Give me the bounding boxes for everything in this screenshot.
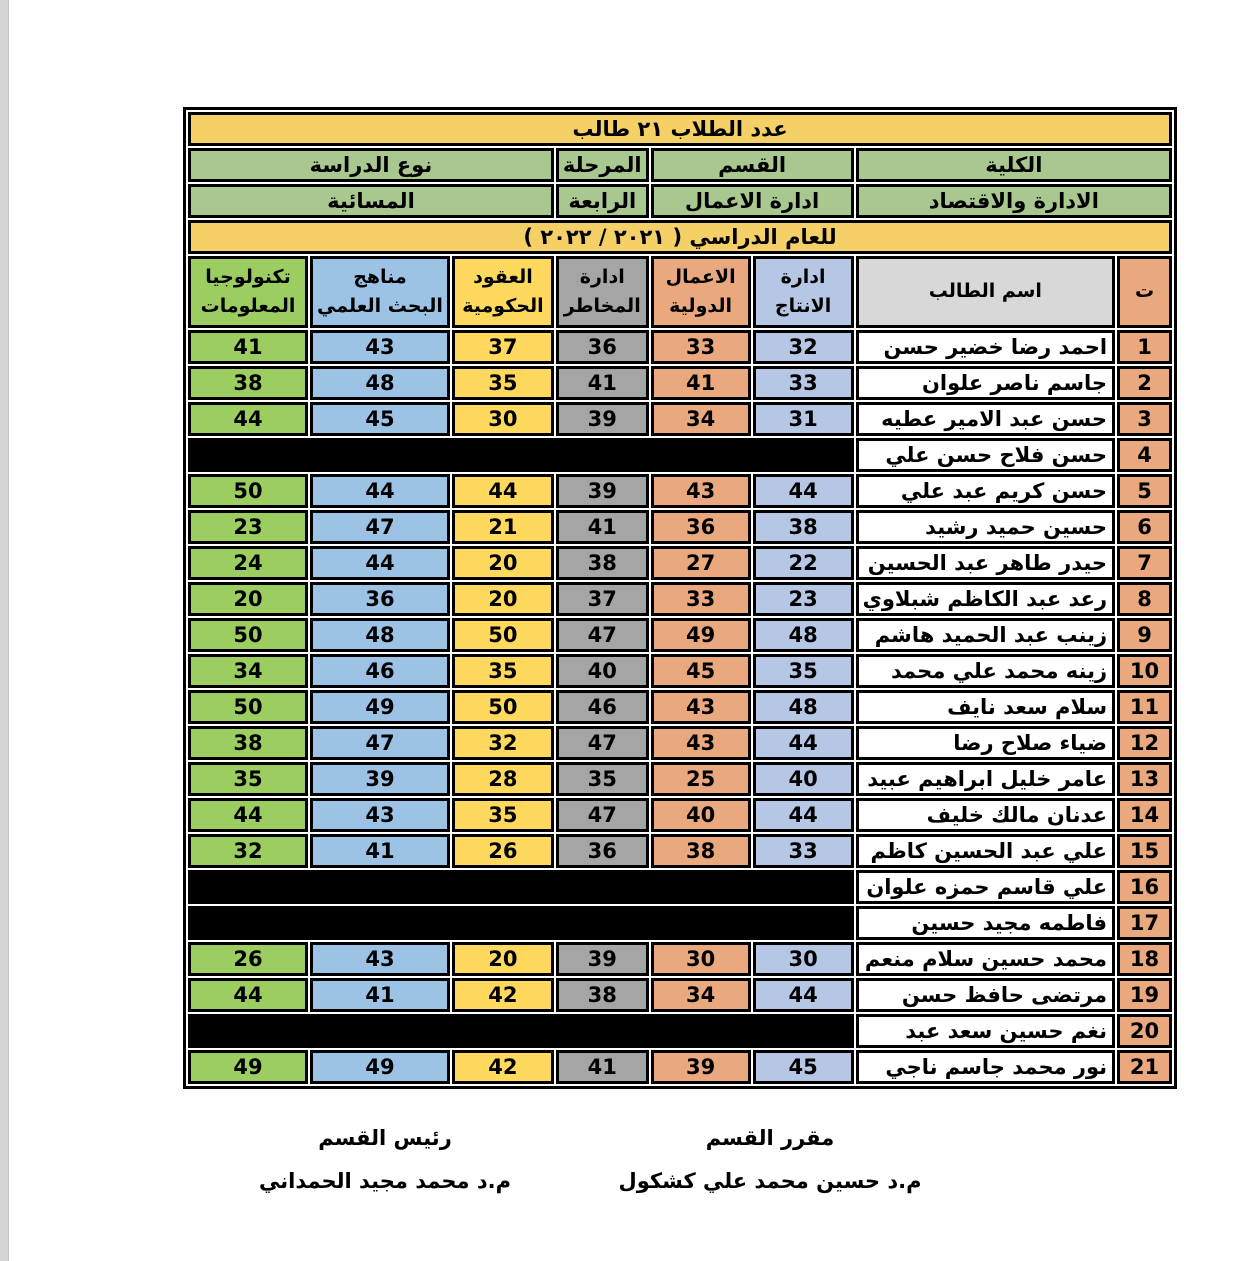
grade-cell: 47 xyxy=(556,798,649,832)
row-number-cell: 8 xyxy=(1117,582,1172,616)
grade-cell: 20 xyxy=(452,582,554,616)
grade-cell: 38 xyxy=(188,726,308,760)
grade-cell: 44 xyxy=(753,978,854,1012)
row-number-cell: 20 xyxy=(1117,1014,1172,1048)
grade-cell: 44 xyxy=(753,726,854,760)
grade-cell: 35 xyxy=(452,798,554,832)
grade-cell: 36 xyxy=(556,330,649,364)
grade-cell: 41 xyxy=(310,978,450,1012)
grade-cell: 33 xyxy=(753,366,854,400)
rapporteur-title: مقرر القسم xyxy=(705,1126,835,1150)
grade-cell: 38 xyxy=(556,978,649,1012)
student-name-cell: زينب عبد الحميد هاشم xyxy=(856,618,1115,652)
grade-cell: 35 xyxy=(452,366,554,400)
student-name-cell: فاطمه مجيد حسين xyxy=(856,906,1115,940)
table-row xyxy=(188,510,1172,544)
student-name-cell: نور محمد جاسم ناجي xyxy=(856,1050,1115,1084)
table-row xyxy=(188,1050,1172,1084)
grade-cell: 22 xyxy=(753,546,854,580)
college-value: الادارة والاقتصاد xyxy=(856,184,1172,218)
grade-cell: 48 xyxy=(753,618,854,652)
grade-cell: 50 xyxy=(188,474,308,508)
department-rapporteur-signature xyxy=(600,1126,940,1193)
grade-cell: 44 xyxy=(188,798,308,832)
students-count-title: عدد الطلاب ٢١ طالب xyxy=(188,112,1172,146)
grade-cell: 26 xyxy=(188,942,308,976)
table-row xyxy=(188,618,1172,652)
grade-cell: 33 xyxy=(651,330,751,364)
col-header-information-technology: تكنولوجيا المعلومات xyxy=(188,256,308,328)
grade-cell: 27 xyxy=(651,546,751,580)
grade-cell: 36 xyxy=(651,510,751,544)
grade-cell: 37 xyxy=(452,330,554,364)
grade-cell: 35 xyxy=(188,762,308,796)
table-row xyxy=(188,798,1172,832)
grade-cell: 34 xyxy=(651,978,751,1012)
redacted-grades-cell xyxy=(188,438,854,472)
table-row xyxy=(188,582,1172,616)
grade-cell: 50 xyxy=(188,690,308,724)
grade-cell: 36 xyxy=(556,834,649,868)
student-name-cell: علي عبد الحسين كاظم xyxy=(856,834,1115,868)
student-name-cell: جاسم ناصر علوان xyxy=(856,366,1115,400)
grade-cell: 40 xyxy=(651,798,751,832)
table-row xyxy=(188,546,1172,580)
grade-cell: 39 xyxy=(556,942,649,976)
study-type-value: المسائية xyxy=(188,184,554,218)
row-number-cell: 7 xyxy=(1117,546,1172,580)
grades-sheet xyxy=(183,107,1177,1089)
grade-cell: 39 xyxy=(651,1050,751,1084)
grade-cell: 49 xyxy=(188,1050,308,1084)
grade-cell: 43 xyxy=(651,690,751,724)
grade-cell: 47 xyxy=(556,618,649,652)
grade-cell: 32 xyxy=(753,330,854,364)
grade-cell: 20 xyxy=(452,546,554,580)
grade-cell: 38 xyxy=(651,834,751,868)
row-number-cell: 9 xyxy=(1117,618,1172,652)
grade-cell: 21 xyxy=(452,510,554,544)
student-name-cell: حسن كريم عبد علي xyxy=(856,474,1115,508)
grade-cell: 50 xyxy=(452,690,554,724)
grade-cell: 20 xyxy=(188,582,308,616)
grade-cell: 49 xyxy=(651,618,751,652)
student-name-cell: زينه محمد علي محمد xyxy=(856,654,1115,688)
table-row xyxy=(188,690,1172,724)
row-number-cell: 18 xyxy=(1117,942,1172,976)
row-number-cell: 3 xyxy=(1117,402,1172,436)
grade-cell: 34 xyxy=(188,654,308,688)
department-value: ادارة الاعمال xyxy=(651,184,854,218)
grade-cell: 43 xyxy=(310,330,450,364)
student-name-cell: عدنان مالك خليف xyxy=(856,798,1115,832)
grade-cell: 38 xyxy=(556,546,649,580)
grade-cell: 43 xyxy=(651,726,751,760)
table-row xyxy=(188,906,1172,940)
grade-cell: 44 xyxy=(753,798,854,832)
grade-cell: 46 xyxy=(556,690,649,724)
student-name-cell: حسن فلاح حسن علي xyxy=(856,438,1115,472)
grade-cell: 34 xyxy=(651,402,751,436)
grade-cell: 43 xyxy=(651,474,751,508)
grade-cell: 50 xyxy=(452,618,554,652)
row-number-cell: 11 xyxy=(1117,690,1172,724)
student-name-cell: علي قاسم حمزه علوان xyxy=(856,870,1115,904)
grade-cell: 48 xyxy=(310,366,450,400)
grade-cell: 42 xyxy=(452,1050,554,1084)
grade-cell: 32 xyxy=(452,726,554,760)
info-values-row xyxy=(188,184,1172,218)
grade-cell: 48 xyxy=(310,618,450,652)
table-row xyxy=(188,762,1172,796)
row-number-cell: 21 xyxy=(1117,1050,1172,1084)
student-name-cell: حسين حميد رشيد xyxy=(856,510,1115,544)
college-label: الكلية xyxy=(856,148,1172,182)
col-header-government-contracts: العقود الحكومية xyxy=(452,256,554,328)
academic-year: للعام الدراسي ( ٢٠٢١ / ٢٠٢٢ ) xyxy=(188,220,1172,254)
table-row xyxy=(188,654,1172,688)
table-row xyxy=(188,402,1172,436)
grade-cell: 43 xyxy=(310,798,450,832)
student-name-cell: محمد حسين سلام منعم xyxy=(856,942,1115,976)
column-headers-row xyxy=(188,256,1172,328)
grade-cell: 33 xyxy=(651,582,751,616)
grade-cell: 39 xyxy=(556,474,649,508)
table-row xyxy=(188,978,1172,1012)
title-row xyxy=(188,112,1172,146)
student-name-cell: احمد رضا خضير حسن xyxy=(856,330,1115,364)
grade-cell: 26 xyxy=(452,834,554,868)
grade-cell: 44 xyxy=(188,402,308,436)
grade-cell: 45 xyxy=(753,1050,854,1084)
table-row xyxy=(188,474,1172,508)
grade-cell: 45 xyxy=(651,654,751,688)
grade-cell: 41 xyxy=(556,366,649,400)
table-row xyxy=(188,330,1172,364)
student-name-cell: ضياء صلاح رضا xyxy=(856,726,1115,760)
grade-cell: 23 xyxy=(188,510,308,544)
info-labels-row xyxy=(188,148,1172,182)
table-row xyxy=(188,834,1172,868)
grade-cell: 44 xyxy=(753,474,854,508)
redacted-grades-cell xyxy=(188,870,854,904)
grade-cell: 35 xyxy=(556,762,649,796)
table-row xyxy=(188,726,1172,760)
grade-cell: 39 xyxy=(310,762,450,796)
grade-cell: 25 xyxy=(651,762,751,796)
grade-cell: 24 xyxy=(188,546,308,580)
grade-cell: 35 xyxy=(452,654,554,688)
grade-cell: 41 xyxy=(188,330,308,364)
col-header-student-name: اسم الطالب xyxy=(856,256,1115,328)
grade-cell: 30 xyxy=(651,942,751,976)
grade-cell: 41 xyxy=(556,510,649,544)
table-row xyxy=(188,438,1172,472)
rapporteur-name: م.د حسين محمد علي كشكول xyxy=(618,1169,922,1193)
grade-cell: 45 xyxy=(310,402,450,436)
grade-cell: 40 xyxy=(753,762,854,796)
page-left-edge-strip xyxy=(0,0,9,1261)
student-name-cell: مرتضى حافظ حسن xyxy=(856,978,1115,1012)
table-row xyxy=(188,870,1172,904)
grade-cell: 44 xyxy=(310,546,450,580)
grade-cell: 37 xyxy=(556,582,649,616)
grade-cell: 49 xyxy=(310,690,450,724)
grade-cell: 33 xyxy=(753,834,854,868)
grade-cell: 31 xyxy=(753,402,854,436)
row-number-cell: 1 xyxy=(1117,330,1172,364)
grade-cell: 39 xyxy=(556,402,649,436)
stage-value: الرابعة xyxy=(556,184,649,218)
table-row xyxy=(188,1014,1172,1048)
grade-cell: 44 xyxy=(188,978,308,1012)
grade-cell: 50 xyxy=(188,618,308,652)
student-name-cell: سلام سعد نايف xyxy=(856,690,1115,724)
student-rows xyxy=(188,330,1172,1084)
head-name: م.د محمد مجيد الحمداني xyxy=(258,1169,512,1193)
grade-cell: 44 xyxy=(452,474,554,508)
table-row xyxy=(188,942,1172,976)
row-number-cell: 5 xyxy=(1117,474,1172,508)
row-number-cell: 2 xyxy=(1117,366,1172,400)
row-number-cell: 4 xyxy=(1117,438,1172,472)
study-type-label: نوع الدراسة xyxy=(188,148,554,182)
student-name-cell: نغم حسين سعد عبد xyxy=(856,1014,1115,1048)
academic-year-row xyxy=(188,220,1172,254)
redacted-grades-cell xyxy=(188,1014,854,1048)
grade-cell: 47 xyxy=(556,726,649,760)
department-head-signature xyxy=(215,1126,555,1193)
grade-cell: 30 xyxy=(753,942,854,976)
student-name-cell: رعد عبد الكاظم شبلاوي xyxy=(856,582,1115,616)
col-header-production-management: ادارة الانتاج xyxy=(753,256,854,328)
row-number-cell: 19 xyxy=(1117,978,1172,1012)
grade-cell: 46 xyxy=(310,654,450,688)
grade-cell: 35 xyxy=(753,654,854,688)
col-header-research-methods: مناهج البحث العلمي xyxy=(310,256,450,328)
table-row xyxy=(188,366,1172,400)
col-header-risk-management: ادارة المخاطر xyxy=(556,256,649,328)
row-number-cell: 6 xyxy=(1117,510,1172,544)
grade-cell: 20 xyxy=(452,942,554,976)
grade-cell: 41 xyxy=(651,366,751,400)
row-number-cell: 14 xyxy=(1117,798,1172,832)
col-header-serial: ت xyxy=(1117,256,1172,328)
grade-cell: 28 xyxy=(452,762,554,796)
department-label: القسم xyxy=(651,148,854,182)
col-header-international-business: الاعمال الدولية xyxy=(651,256,751,328)
grade-cell: 49 xyxy=(310,1050,450,1084)
student-name-cell: حيدر طاهر عبد الحسين xyxy=(856,546,1115,580)
grade-cell: 38 xyxy=(753,510,854,544)
grade-cell: 43 xyxy=(310,942,450,976)
grade-cell: 42 xyxy=(452,978,554,1012)
student-name-cell: عامر خليل ابراهيم عبيد xyxy=(856,762,1115,796)
grade-cell: 41 xyxy=(310,834,450,868)
grade-cell: 47 xyxy=(310,726,450,760)
head-title: رئيس القسم xyxy=(318,1126,452,1150)
row-number-cell: 17 xyxy=(1117,906,1172,940)
row-number-cell: 12 xyxy=(1117,726,1172,760)
grade-cell: 30 xyxy=(452,402,554,436)
stage-label: المرحلة xyxy=(556,148,649,182)
grade-cell: 47 xyxy=(310,510,450,544)
row-number-cell: 13 xyxy=(1117,762,1172,796)
grade-cell: 40 xyxy=(556,654,649,688)
grade-cell: 36 xyxy=(310,582,450,616)
grades-table xyxy=(183,107,1177,1089)
row-number-cell: 16 xyxy=(1117,870,1172,904)
row-number-cell: 10 xyxy=(1117,654,1172,688)
student-name-cell: حسن عبد الامير عطيه xyxy=(856,402,1115,436)
grade-cell: 44 xyxy=(310,474,450,508)
grade-cell: 48 xyxy=(753,690,854,724)
grade-cell: 32 xyxy=(188,834,308,868)
grade-cell: 41 xyxy=(556,1050,649,1084)
redacted-grades-cell xyxy=(188,906,854,940)
grade-cell: 23 xyxy=(753,582,854,616)
row-number-cell: 15 xyxy=(1117,834,1172,868)
grade-cell: 38 xyxy=(188,366,308,400)
